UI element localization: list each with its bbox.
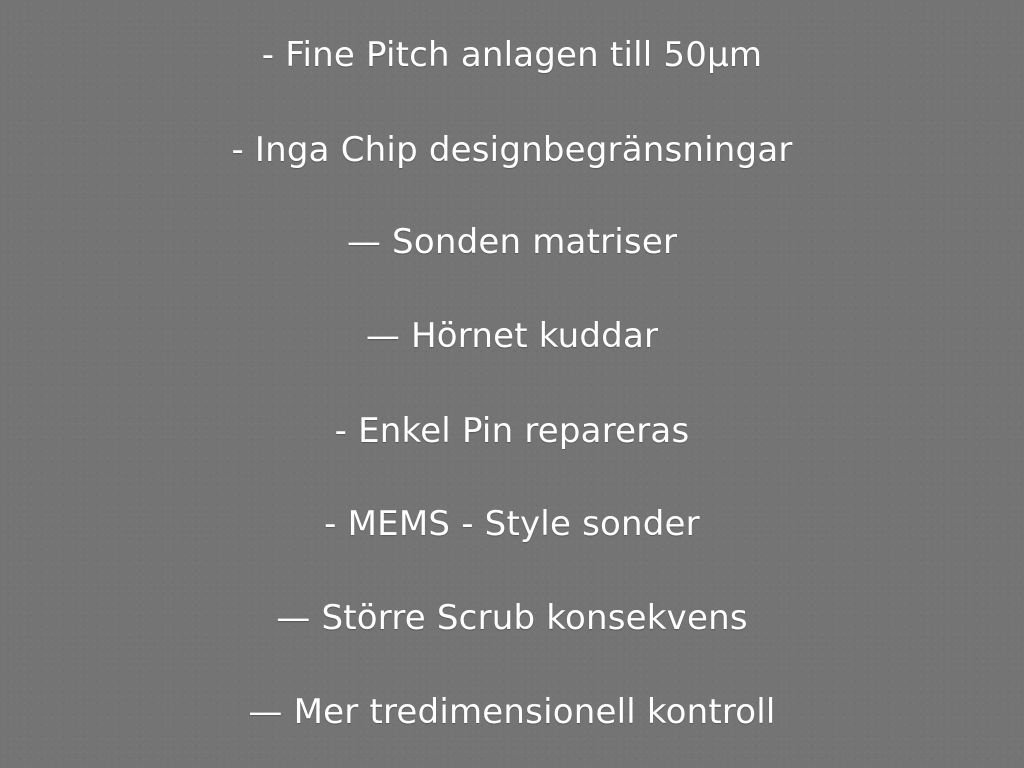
- bullet-line-single-pin-repair: - Enkel Pin repareras: [334, 411, 690, 451]
- bullet-line-3d-control: — Mer tredimensionell kontroll: [248, 692, 776, 732]
- bullet-line-fine-pitch: - Fine Pitch anlagen till 50μm: [261, 35, 763, 75]
- bullet-line-scrub-consistency: — Större Scrub konsekvens: [276, 598, 748, 638]
- bullet-line-corner-pads: — Hörnet kuddar: [365, 316, 659, 356]
- bullet-line-mems-probes: - MEMS - Style sonder: [324, 504, 700, 544]
- bullet-line-chip-design: - Inga Chip designbegränsningar: [231, 130, 793, 170]
- bullet-line-probe-arrays: — Sonden matriser: [346, 222, 678, 262]
